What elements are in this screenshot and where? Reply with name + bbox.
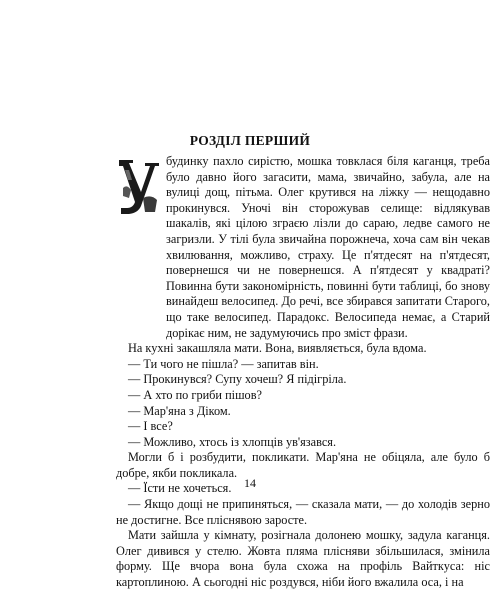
dialogue-line: — Мар'яна з Діком. (128, 403, 231, 418)
dialogue-line: — Прокинувся? Супу хочеш? Я підігріла. (128, 372, 347, 387)
chapter-title: РОЗДІЛ ПЕРШИЙ (189, 133, 311, 148)
dialogue-line: — Можливо, хтось із хлопців ув'язався. (128, 434, 337, 449)
paragraph: Могли б і розбудити, покликати. Мар'яна не обіцяла, але було б добре, якби покликала. (116, 450, 490, 480)
paragraph: Мати зайшла у кімнату, розігнала долонею мошку, задула каганця. Олег дивився у стелю. Жовта пляма плісняви збільшилася, змінила форму. Ще вчора вона була схожа на профіль Вайткуса: ніс картоплиною. А сьогодні ніс роздувся, ніби його вжалила оса, і на (116, 528, 490, 590)
paragraph: будинку пахло сирістю, мошка товклася біля каганця, треба було давно його загасити, мама, звичайно, забула, але на вулиці дощ, пітьма. Олег крутився на ліжку — нещодавно прокинувся. Уночі він сторожував селище: відлякував шакалів, які цілою зграєю лізли до сараю, ледве самого не загризли. У тілі була звичайна порожнеча, хоча сам він чекав хвилювання, можливо, страху. Це п'ятдесят на п'ятдесят, повернешся чи не повернешся. А п'ятдесят у квадраті? Повинна бути закономірність, повинні бути таблиці, бо знову винайдеш велосипед. До речі, все збирався запитати Старого, що таке велосипед. Парадокс. Велосипеда немає, а Старий дорікає ним, не задумуючись про зміст фрази. (166, 154, 490, 340)
page-number: 14 (244, 476, 256, 490)
dialogue-line: — І все? (128, 419, 173, 434)
dialogue-line: — А хто по гриби пішов? (128, 387, 262, 402)
dialogue-line: — Якщо дощі не припиняться, — сказала мати, — до холодів зерно не достигне. Все пліснявою заросте. (116, 497, 490, 527)
chapter-body (116, 154, 490, 591)
dialogue-line: — Ти чого не пішла? — запитав він. (128, 356, 319, 371)
paragraph: На кухні закашляла мати. Вона, виявляється, була вдома. (128, 341, 427, 356)
dialogue-line: — Їсти не хочеться. (128, 481, 232, 496)
